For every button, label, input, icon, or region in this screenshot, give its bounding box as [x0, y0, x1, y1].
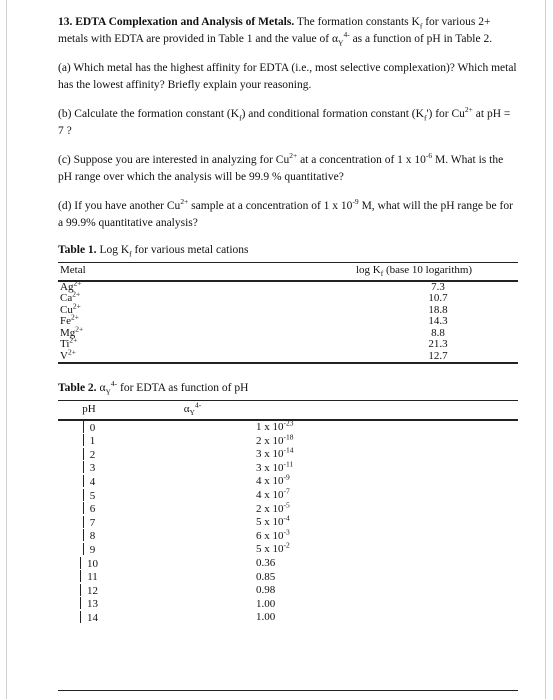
problem-title: 13. EDTA Complexation and Analysis of Metals.	[58, 16, 295, 28]
metal-cell: $Mg^{2+}$	[60, 323, 84, 339]
table1-header-logk: $\log K_f$ (base 10 logarithm)	[355, 264, 473, 279]
table-row	[58, 557, 518, 571]
logk-cell: 7.3	[431, 280, 445, 293]
ph-cell: 12	[58, 584, 120, 598]
table1-header-row	[58, 263, 518, 281]
logk-cell: 10.7	[428, 292, 448, 304]
ph-cell: 6	[58, 502, 120, 516]
table2-header-spacer	[265, 401, 518, 420]
ph-cell: 9	[58, 543, 120, 557]
ph-cell: 10	[58, 557, 120, 571]
problem-content	[58, 14, 518, 625]
table-row	[58, 597, 518, 611]
alpha-cell: 1 x $10^{-23}$	[256, 418, 294, 434]
table-row	[58, 570, 518, 584]
problem-intro: 13. EDTA Complexation and Analysis of Metals. The formation constants $K_f$ for various 2+ metals with EDTA are provided in Table 1 and the value of $\alpha_Y^{4-}$ as a function of pH in Table 2.	[58, 16, 493, 48]
ph-cell: 3	[58, 461, 120, 475]
table-row	[58, 611, 518, 625]
logk-cell: 14.3	[428, 315, 448, 327]
alpha-cell: 3 x $10^{-14}$	[256, 445, 294, 461]
alpha-cell: 6 x $10^{-3}$	[256, 527, 290, 542]
bottom-rule	[58, 690, 518, 691]
table2-header-row	[58, 401, 518, 420]
alpha-cell: 5 x $10^{-2}$	[256, 540, 290, 556]
alpha-cell: 3 x $10^{-11}$	[256, 459, 294, 474]
table-row	[58, 281, 518, 294]
alpha-cell: 0.98	[256, 584, 276, 597]
ph-cell: 13	[58, 597, 120, 611]
ph-cell: 11	[58, 570, 120, 584]
ph-cell: 7	[58, 516, 120, 530]
ph-cell: 1	[58, 434, 120, 448]
table-row	[58, 543, 518, 557]
ph-cell: 2	[58, 448, 120, 462]
question-a: (a) Which metal has the highest affinity for EDTA (i.e., most selective complexation)? Which metal has the lowest affinity? Briefly explain your reasoning.	[58, 62, 517, 91]
ph-cell: 0	[58, 420, 120, 435]
ph-cell: 4	[58, 475, 120, 489]
alpha-cell: 2 x $10^{-18}$	[256, 432, 294, 447]
table-row	[58, 293, 518, 305]
metal-cell: $Cu^{2+}$	[60, 300, 81, 316]
alpha-cell: 5 x $10^{-4}$	[256, 513, 290, 529]
table-row	[58, 316, 518, 328]
ph-cell: 8	[58, 529, 120, 543]
question-d: (d) If you have another $Cu^{2+}$ sample at a concentration of 1 x $10^{-9}$ M, what will the pH range be for a 99.9% quantitative analysis?	[58, 197, 513, 229]
alpha-cell: 1.00	[256, 597, 276, 610]
logk-cell: 18.8	[428, 303, 448, 316]
alpha-cell: 4 x $10^{-7}$	[256, 486, 290, 502]
table-row	[58, 351, 518, 364]
table1-caption: Table 1. Log $K_f$ for various metal cations	[58, 244, 249, 259]
metal-cell: $Ti^{2+}$	[60, 335, 78, 350]
table-log-kf	[58, 262, 518, 364]
alpha-cell: 2 x $10^{-5}$	[256, 500, 290, 515]
metal-cell: $Ag^{2+}$	[60, 277, 82, 293]
metal-cell: $Ca^{2+}$	[60, 289, 81, 304]
table2-header-ph: pH	[82, 403, 96, 415]
table2-header-alpha: $\alpha_Y^{4-}$	[183, 400, 202, 418]
question-b: (b) Calculate the formation constant $(K_f)$ and conditional formation constant $(K_f')$ for $Cu^{2+}$ at pH = 7 ?	[58, 105, 511, 137]
metal-cell: $V^{2+}$	[60, 346, 76, 362]
logk-cell: 8.8	[431, 326, 445, 339]
alpha-cell: 1.00	[256, 611, 276, 624]
metal-cell: $Fe^{2+}$	[60, 312, 79, 327]
table-alpha-y4	[58, 400, 518, 625]
logk-cell: 12.7	[428, 349, 448, 362]
table2-caption: Table 2. $\alpha_Y^{4-}$ for EDTA as function of pH	[58, 379, 249, 397]
ph-cell: 5	[58, 489, 120, 503]
table-row	[58, 339, 518, 351]
alpha-cell: 0.36	[256, 557, 276, 570]
table1-header-metal: Metal	[60, 264, 86, 276]
table-row	[58, 584, 518, 598]
table-row	[58, 328, 518, 340]
alpha-cell: 4 x $10^{-9}$	[256, 472, 290, 488]
alpha-cell: 0.85	[256, 570, 276, 583]
logk-cell: 21.3	[428, 338, 448, 350]
ph-cell: 14	[58, 611, 120, 625]
table-row	[58, 305, 518, 317]
question-c: (c) Suppose you are interested in analyzing for $Cu^{2+}$ at a concentration of 1 x $10^{-6}$ M. What is the pH range over which the analysis will be 99.9 % quantitative?	[58, 151, 504, 183]
